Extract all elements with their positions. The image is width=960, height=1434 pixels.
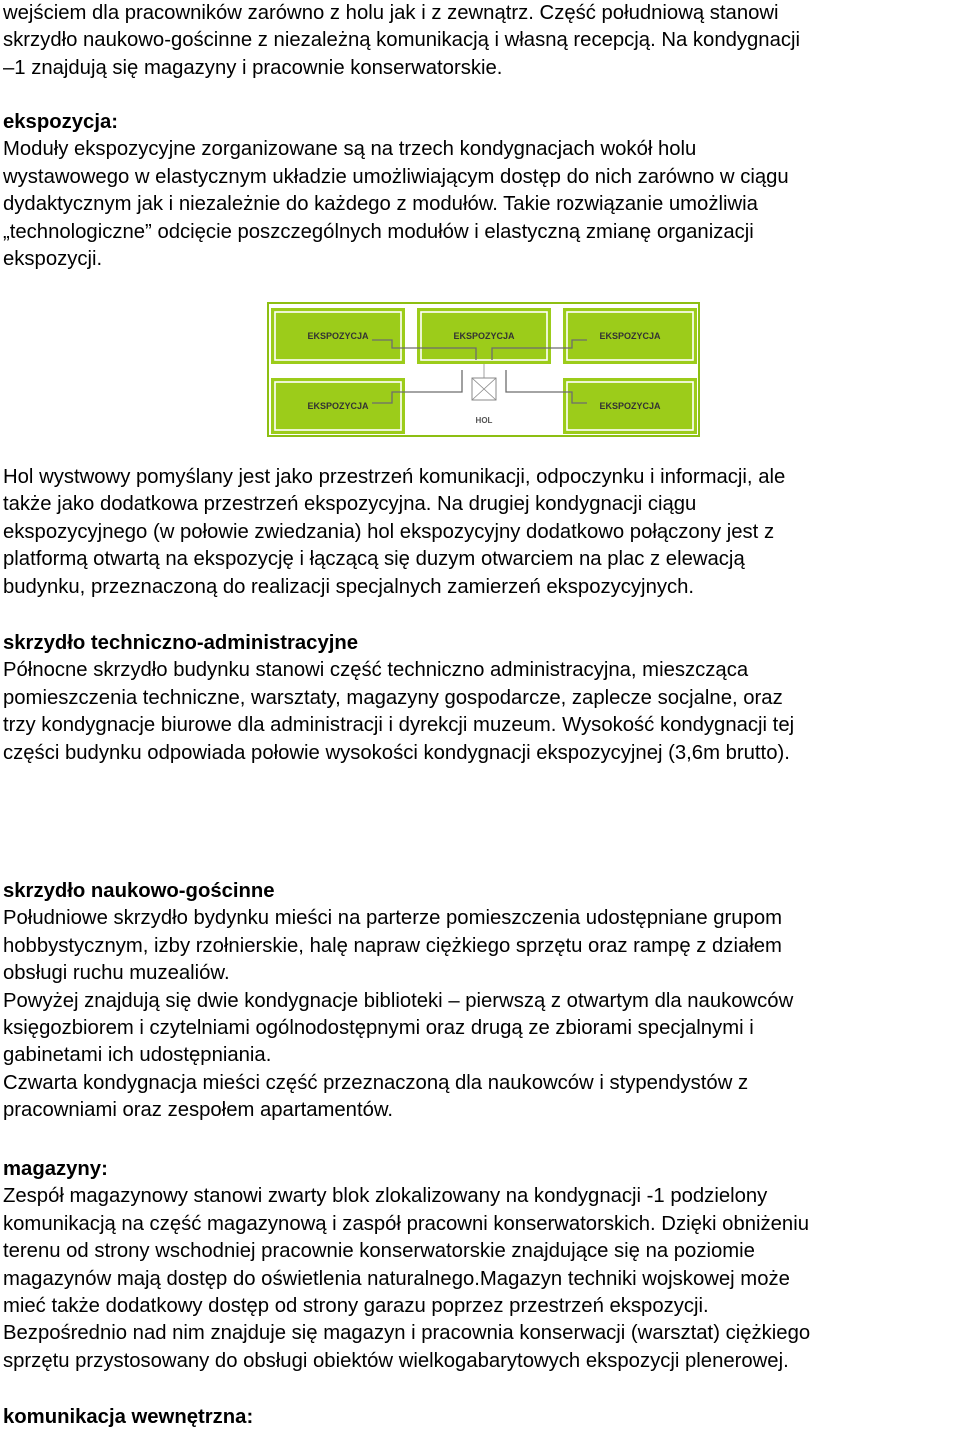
text-line: gabinetami ich udostępniania. [3,1044,272,1067]
text-line: Południowe skrzydło bydynku mieści na parterze pomieszczenia udostępniane grupom [3,907,782,930]
section-heading: ekspozycja: [3,111,118,133]
text-line: Hol wystwowy pomyślany jest jako przestrzeń komunikacji, odpoczynku i informacji, ale [3,466,786,488]
text-line: trzy kondygnacje biurowe dla administracji i dyrekcji muzeum. Wysokość kondygnacji tej [3,714,795,737]
text-line: ekspozycji. [3,248,103,271]
module-label: EKSPOZYCJA [599,331,661,341]
text-line: Powyżej znajdują się dwie kondygnacje biblioteki – pierwszą z otwartym dla naukowców [3,989,794,1012]
text-line: Moduły ekspozycyjne zorganizowane są na trzech kondygnacjach wokół holu [3,138,697,161]
text-line: terenu od strony wschodniej pracownie konserwatorskie znajdujące się na poziomie [3,1240,755,1263]
module-label: EKSPOZYCJA [307,401,369,411]
text-line: Bezpośrednio nad nim znajduje się magazyn i pracownia konserwacji (warsztat) ciężkiego [3,1322,811,1345]
text-line: sprzętu przystosowany do obsługi obiektów wielkogabarytowych ekspozycji plenerowej. [3,1349,789,1372]
hol-paragraph [3,464,785,601]
module-bottom-left [271,378,405,434]
text-line: obsługi ruchu muzealiów. [3,962,230,985]
text-line: księgozbiorem i czytelniami ogólnodostępnymi oraz drugą ze zbiorami specjalnymi i [3,1017,754,1040]
text-line: części budynku odpowiada połowie wysokości kondygnacji ekspozycyjnej (3,6m brutto). [3,741,790,764]
text-line: magazynów mają dostęp do oświetlenia naturalnego.Magazyn techniki wojskowej może [3,1267,790,1290]
module-bottom-right [563,378,697,434]
komunikacja-section [3,1404,253,1431]
text-line: mieć także dodatkowy dostęp od strony garazu poprzez przestrzeń ekspozycji. [3,1295,709,1318]
text-line: dydaktycznym jak i niezależnie do każdego z modułów. Takie rozwiązanie umożliwia [3,193,758,216]
text-line: skrzydło naukowo-gościnne z niezależną komunikacją i własną recepcją. Na kondygnacji [3,29,801,52]
ekspozycja-section [3,109,789,273]
text-line: pomieszczenia techniczne, warsztaty, magazyny gospodarcze, zaplecze socjalne, oraz [3,686,783,709]
section-heading: magazyny: [3,1158,108,1180]
text-line: budynku, przeznaczoną do realizacji specjalnych zamierzeń ekspozycyjnych. [3,575,695,598]
magazyny-section [3,1156,810,1375]
text-line: Czwarta kondygnacja mieści część przeznaczoną dla naukowców i stypendystów z [3,1071,749,1094]
exhibition-modules-diagram [267,300,701,438]
module-label: EKSPOZYCJA [307,331,369,341]
text-line: „technologiczne” odcięcie poszczególnych modułów i elastyczną zmianę organizacji [3,220,754,243]
text-line: platformą otwartą na ekspozycję i łączącą się duzym otwarciem na plac z elewacją [3,548,745,571]
techniczno-section [3,630,794,767]
text-line: komunikacją na część magazynową i zaspół pracowni konserwatorskich. Dzięki obniżeniu [3,1212,809,1235]
module-top-center [417,308,551,364]
module-top-left [271,308,405,364]
text-line: także jako dodatkowa przestrzeń ekspozycyjna. Na drugiej kondygnacji ciągu [3,493,697,516]
naukowo-section [3,878,793,1125]
section-heading: komunikacja wewnętrzna: [3,1406,254,1428]
text-line: hobbystycznym, izby rzołnierskie, halę napraw ciężkiego sprzętu oraz rampę z działem [3,934,782,957]
module-label: EKSPOZYCJA [599,401,661,411]
text-line: pracowniami oraz zespołem apartamentów. [3,1099,394,1122]
section-heading: skrzydło naukowo-gościnne [3,880,275,902]
text-line: Zespół magazynowy stanowi zwarty blok zlokalizowany na kondygnacji -1 podzielony [3,1185,768,1208]
section-heading: skrzydło techniczno-administracyjne [3,632,359,654]
module-top-right [563,308,697,364]
text-line: –1 znajdują się magazyny i pracownie konserwatorskie. [3,56,503,79]
text-line: Północne skrzydło budynku stanowi część techniczno administracyjna, mieszcząca [3,659,749,682]
module-label: EKSPOZYCJA [453,331,515,341]
hol-label: HOL [475,416,493,425]
text-line: wejściem dla pracowników zarówno z holu jak i z zewnątrz. Część południową stanowi [3,2,779,24]
text-line: wystawowego w elastycznym układzie umożliwiającym dostęp do nich zarówno w ciągu [3,165,789,188]
intro-paragraph [3,0,800,82]
text-line: ekspozycyjnego (w połowie zwiedzania) hol ekspozycyjny dodatkowo połączony jest z [3,520,775,543]
